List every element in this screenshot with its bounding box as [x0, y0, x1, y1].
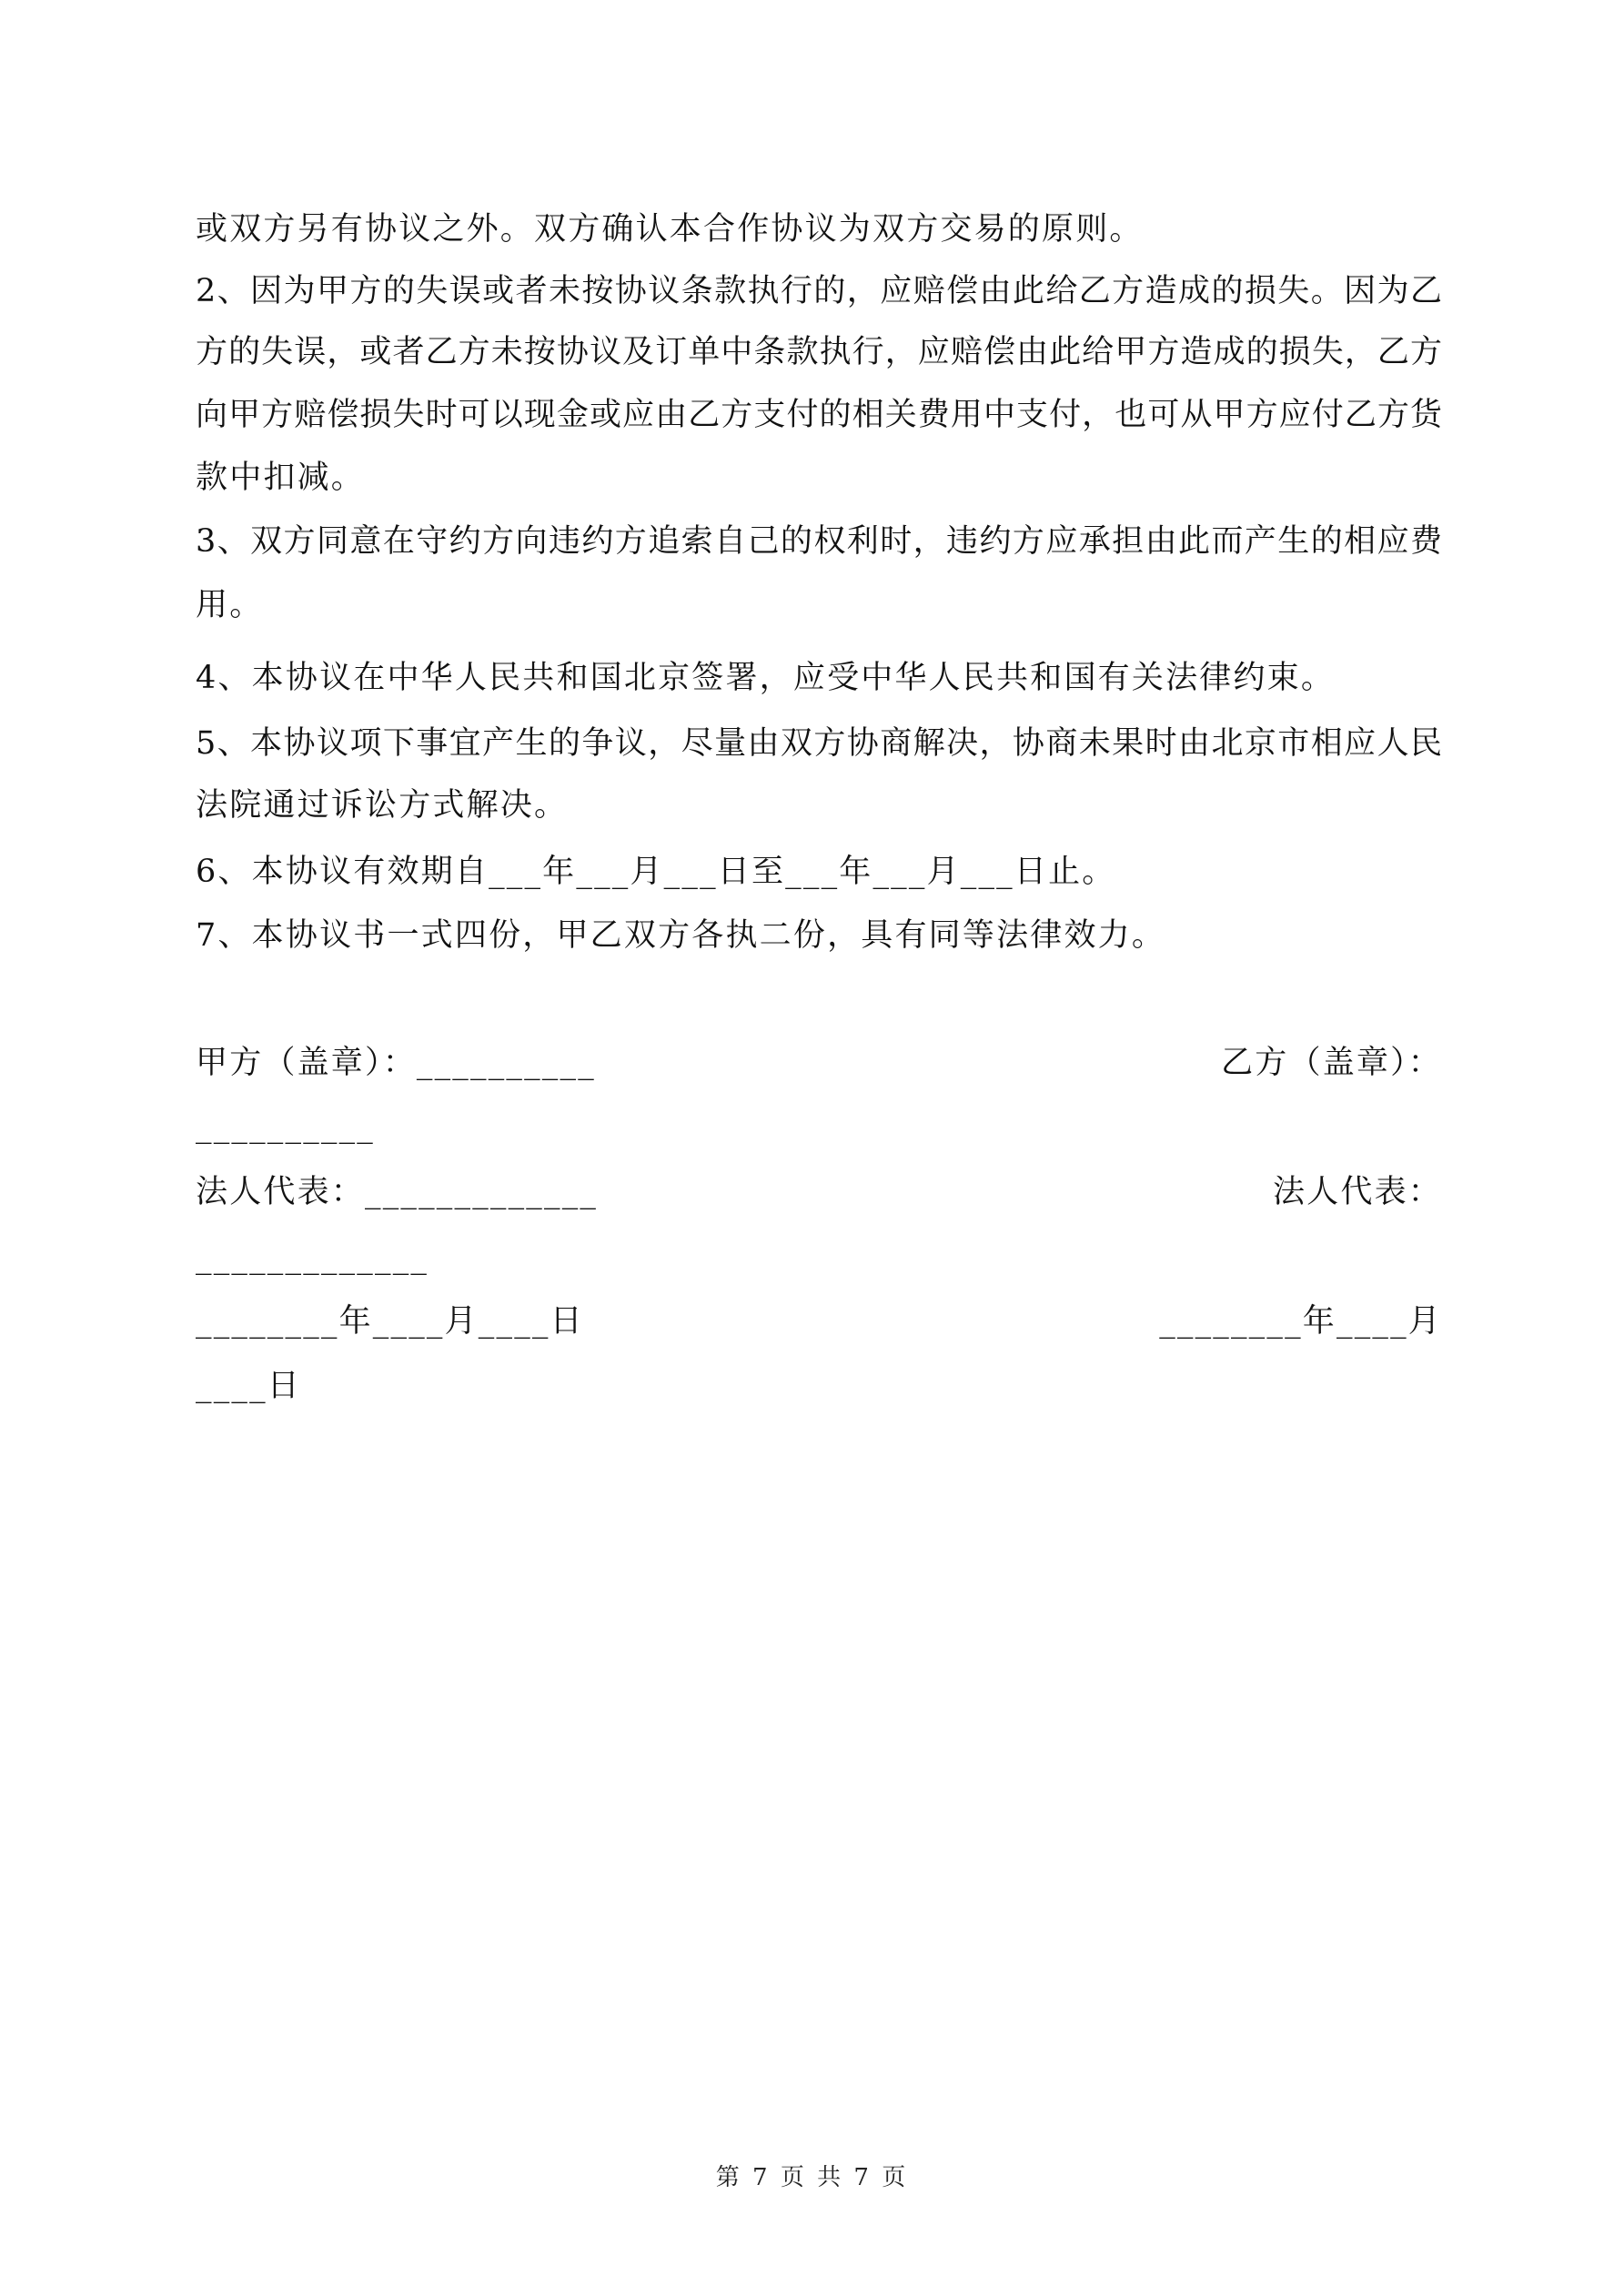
- party-b-date-field: ________年____月: [1159, 1303, 1442, 1340]
- clause-2-line: 向甲方赔偿损失时可以现金或应由乙方支付的相关费用中支付，也可从甲方应付乙方货: [196, 397, 1442, 433]
- page-number: 第 7 页 共 7 页: [715, 2164, 909, 2191]
- clause-2-line: 2、因为甲方的失误或者未按协议条款执行的，应赔偿由此给乙方造成的损失。因为乙: [196, 273, 1442, 309]
- party-b-seal-blank: __________: [196, 1108, 375, 1145]
- clause-7-line: 7、本协议书一式四份，甲乙双方各执二份，具有同等法律效力。: [196, 917, 1166, 954]
- clause-4-line: 4、本协议在中华人民共和国北京签署，应受中华人民共和国有关法律约束。: [196, 660, 1336, 696]
- clause-2-line: 方的失误，或者乙方未按协议及订单中条款执行，应赔偿由此给甲方造成的损失，乙方: [196, 334, 1442, 370]
- party-b-rep-label: 法人代表：: [1272, 1174, 1442, 1210]
- clause-3-line: 3、双方同意在守约方向违约方追索自己的权利时，违约方应承担由此而产生的相应费: [196, 523, 1442, 560]
- party-b-rep-blank: _____________: [196, 1239, 429, 1276]
- party-b-seal-label: 乙方（盖章）：: [1221, 1045, 1442, 1081]
- clause-3-line: 用。: [196, 587, 264, 623]
- clause-5-line: 法院通过诉讼方式解决。: [196, 787, 569, 824]
- clause-5-line: 5、本协议项下事宜产生的争议，尽量由双方协商解决，协商未果时由北京市相应人民: [196, 725, 1442, 762]
- clause-6-line: 6、本协议有效期自___年___月___日至___年___月___日止。: [196, 854, 1116, 890]
- party-a-seal-field: 甲方（盖章）：__________: [196, 1045, 596, 1081]
- party-b-date-day: ____日: [196, 1368, 302, 1404]
- paragraph-line: 或双方另有协议之外。双方确认本合作协议为双方交易的原则。: [196, 211, 1144, 248]
- clause-2-line: 款中扣减。: [196, 460, 366, 496]
- party-a-rep-field: 法人代表：_____________: [196, 1174, 599, 1210]
- party-a-date-field: ________年____月____日: [196, 1303, 584, 1340]
